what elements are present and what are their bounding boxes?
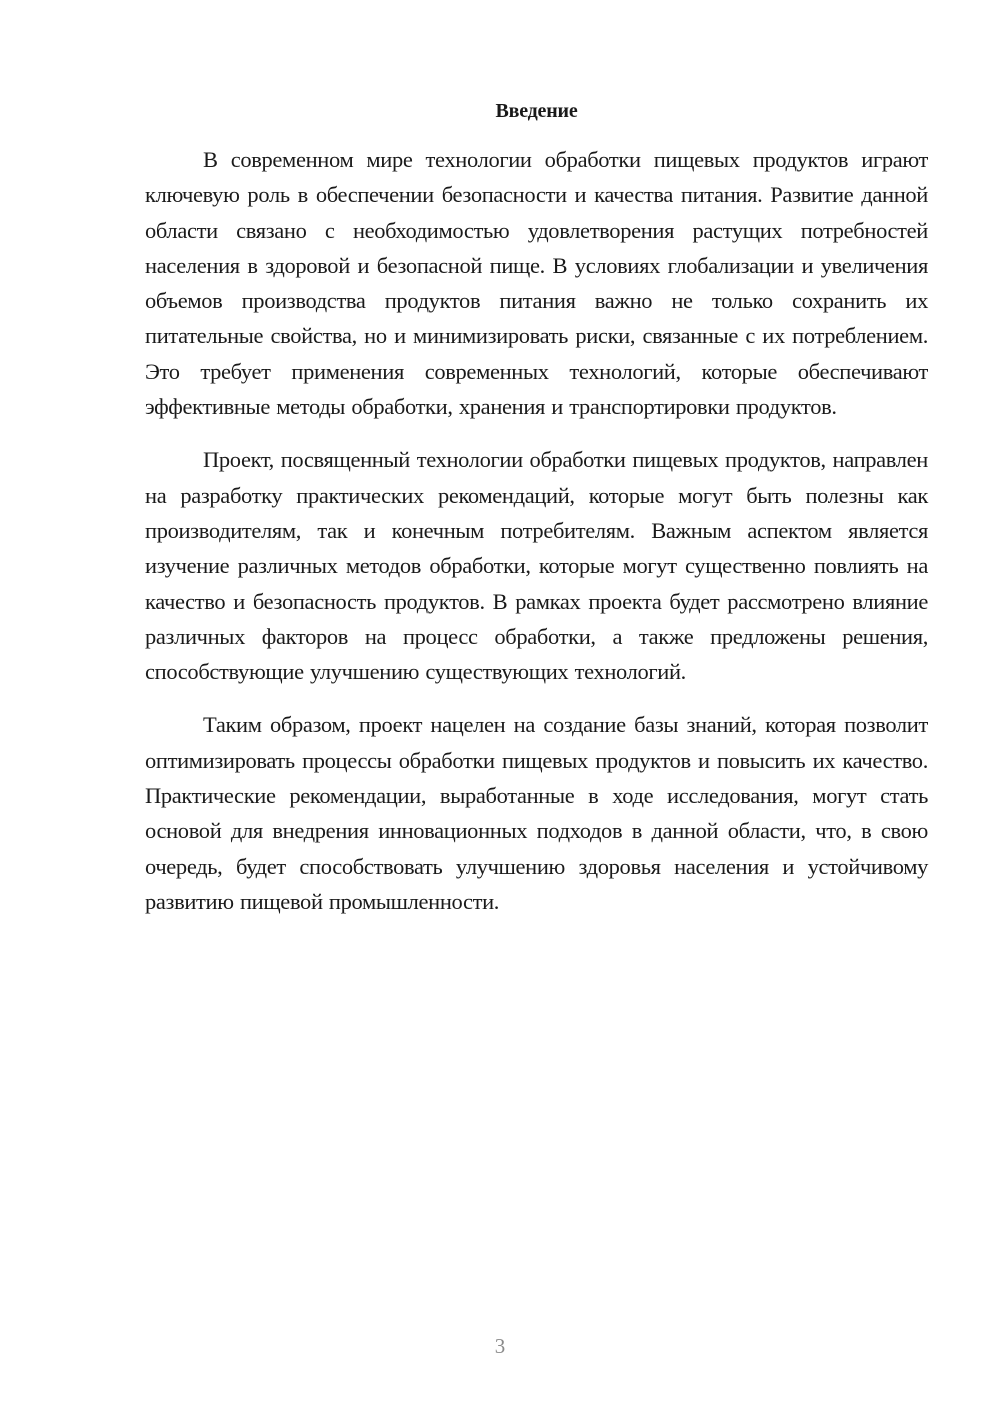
paragraph-3: Таким образом, проект нацелен на создание базы знаний, которая позволит оптимизировать процессы обработки пищевых продуктов и повысить их качество. Практические рекомендации, выработанные в ходе исследования, могут стать основой для внедрения инновационных подходов в данной области, что, в свою очередь, будет способствовать улучшению здоровья населения и устойчивому развитию пищевой промышленности. xyxy=(145,712,928,914)
section-title: Введение xyxy=(495,100,578,122)
paragraph-1: В современном мире технологии обработки пищевых продуктов играют ключевую роль в обеспечении безопасности и качества питания. Развитие данной области связано с необходимостью удовлетворения растущих потребностей населения в здоровой и безопасной пище. В условиях глобализации и увеличения объемов производства продуктов питания важно не только сохранить их питательные свойства, но и минимизировать риски, связанные с их потреблением. Это требует применения современных технологий, которые обеспечивают эффективные методы обработки, хранения и транспортировки продуктов. xyxy=(145,147,928,420)
page-number: 3 xyxy=(494,1334,506,1358)
paragraph-2: Проект, посвященный технологии обработки пищевых продуктов, направлен на разработку практических рекомендаций, которые могут быть полезны как производителям, так и конечным потребителям. Важным аспектом является изучение различных методов обработки, которые могут существенно повлиять на качество и безопасность продуктов. В рамках проекта будет рассмотрено влияние различных факторов на процесс обработки, а также предложены решения, способствующие улучшению существующих технологий. xyxy=(145,447,928,685)
document-body xyxy=(145,142,928,937)
